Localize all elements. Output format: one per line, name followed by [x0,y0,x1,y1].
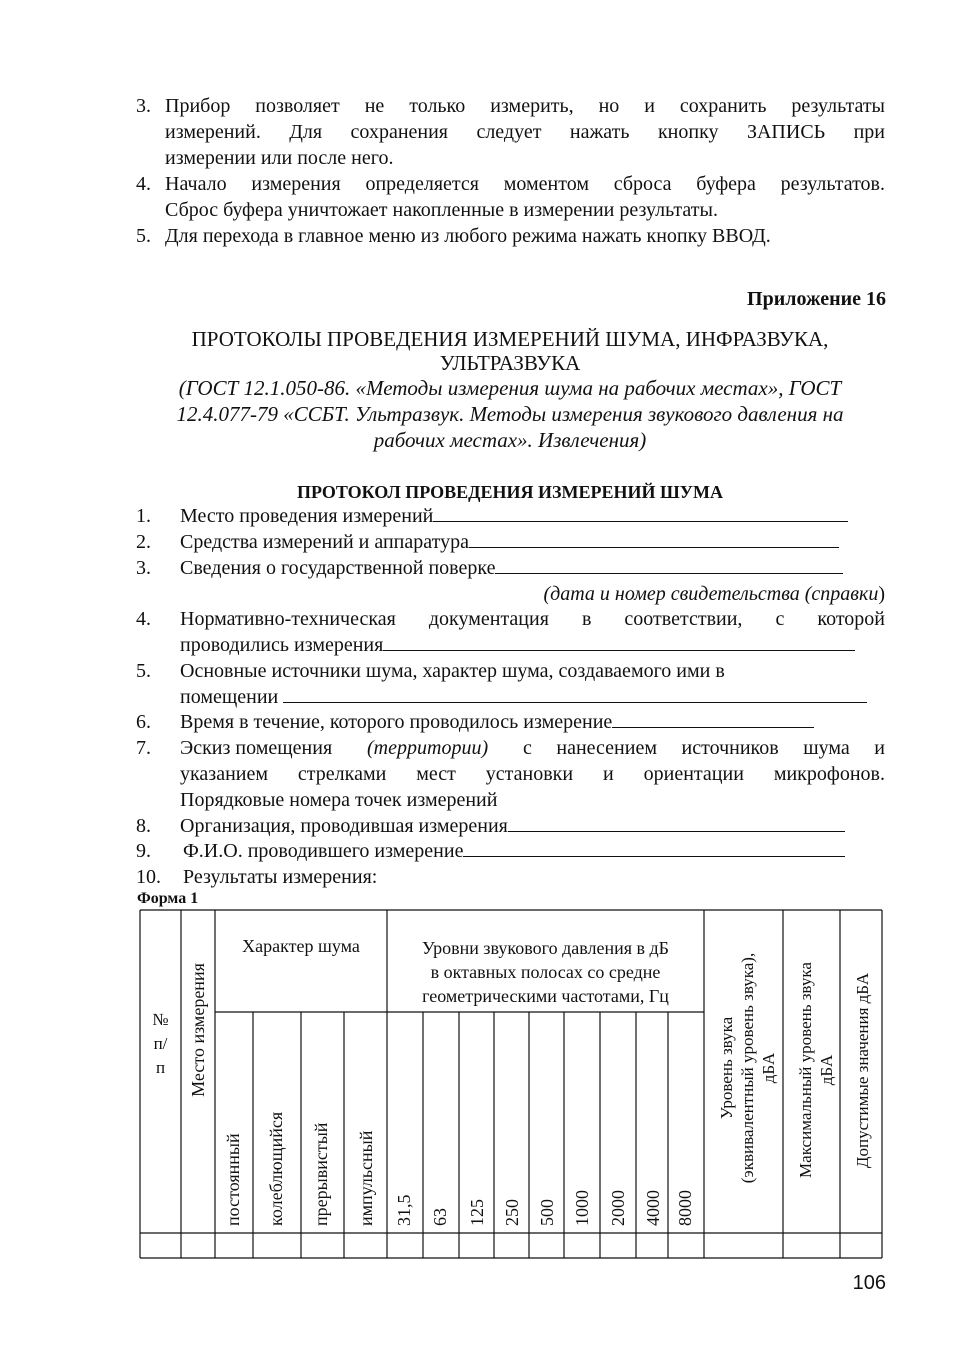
frequency-label: 2000 [608,1190,628,1226]
frequency-label: 250 [502,1199,522,1226]
intro-item-3-line2: измерений. Для сохранения следует нажать кнопку ЗАПИСЬ при [165,121,885,143]
intro-item-4-line2: Сброс буфера уничтожает накопленные в измерении результаты. [165,199,718,221]
col-allowed-header: Допустимые значения дБА [853,972,872,1169]
item-1-number: 1. [136,505,151,527]
item-6-number: 6. [136,711,151,733]
noise-type-intermittent: прерывистый [311,1122,331,1226]
intro-item-3-number: 3. [136,95,151,117]
col-max-level-header: Максимальный уровень звука дБА [796,962,836,1178]
main-title-line1: ПРОТОКОЛЫ ПРОВЕДЕНИЯ ИЗМЕРЕНИЙ ШУМА, ИНФРАЗВУКА, [191,327,829,351]
item-5-number: 5. [136,660,151,682]
col-sound-level-header: Уровень звука (эквивалентный уровень звука), дБА [717,952,778,1184]
item-9-text: Ф.И.О. проводившего измерение [183,838,845,864]
noise-type-fluctuating: колеблющийся [266,1111,286,1226]
item-8-text: Организация, проводившая измерения [180,813,845,839]
frequency-label: 4000 [643,1190,663,1226]
item-10-text: Результаты измерения: [183,866,378,888]
main-title-line2: УЛЬТРАЗВУКА [439,351,581,375]
item-2-text: Средства измерений и аппаратура [180,529,839,555]
frequency-label: 31,5 [394,1194,414,1226]
subtitle-line3: рабочих местах». Извлечения) [373,428,647,452]
intro-item-3-line3: измерении или после него. [165,147,394,169]
col-number-header: № п/ п [152,1010,169,1077]
item-6-text: Время в течение, которого проводилось измерение [180,709,814,735]
intro-item-4-line1: Начало измерения определяется моментом сброса буфера результатов. [165,173,885,195]
protocol-title: ПРОТОКОЛ ПРОВЕДЕНИЯ ИЗМЕРЕНИЙ ШУМА [296,482,724,502]
noise-character-header: Характер шума [242,936,360,956]
item-1-text: Место проведения измерений [180,503,848,529]
item-5-line1: Основные источники шума, характер шума, создаваемого ими в [180,660,725,682]
item-8-number: 8. [136,815,151,837]
item-7-number: 7. [136,737,151,759]
item-7-line1: Эскиз помещения (территории) с нанесением источников шума и [180,737,885,759]
col-place-header: Место измерения [188,963,208,1097]
frequency-label: 63 [430,1208,450,1226]
item-7-line2: указанием стрелками мест установки и ориентации микрофонов. [180,763,885,785]
item-5-line2: помещении [180,684,867,710]
form-label: Форма 1 [137,890,199,907]
intro-item-4-number: 4. [136,173,151,195]
intro-item-3-line1: Прибор позволяет не только измерить, но и сохранить результаты [165,95,885,117]
appendix-label: Приложение 16 [747,288,886,310]
item-3-number: 3. [136,557,151,579]
item-2-number: 2. [136,531,151,553]
intro-item-5-line1: Для перехода в главное меню из любого режима нажать кнопку ВВОД. [165,225,771,247]
item-4-number: 4. [136,608,151,630]
item-4-line2: проводились измерения [180,632,855,658]
frequency-label: 8000 [675,1190,695,1226]
frequency-label: 125 [467,1199,487,1226]
item-9-number: 9. [136,840,151,862]
frequency-label: 1000 [572,1190,592,1226]
item-4-line1: Нормативно-техническая документация в соответствии, с которой [180,608,885,630]
subtitle-line2: 12.4.077-79 «ССБТ. Ультразвук. Методы измерения звукового давления на [176,402,844,426]
item-10-number: 10. [136,866,161,888]
frequency-label: 500 [537,1199,557,1226]
intro-item-5-number: 5. [136,225,151,247]
item-7-line3: Порядковые номера точек измерений [180,789,498,811]
sound-pressure-header: Уровни звукового давления в дБ в октавных полосах со средне геометрическими частотами, Гц [422,938,669,1006]
item-3-note: (дата и номер свидетельства (справки) [543,583,885,605]
subtitle-line1: (ГОСТ 12.1.050-86. «Методы измерения шума на рабочих местах», ГОСТ [178,376,842,400]
page-number: 106 [852,1272,886,1294]
item-3-text: Сведения о государственной поверке [180,555,843,581]
noise-type-constant: постоянный [223,1133,243,1226]
noise-type-impulse: импульсный [356,1130,376,1226]
